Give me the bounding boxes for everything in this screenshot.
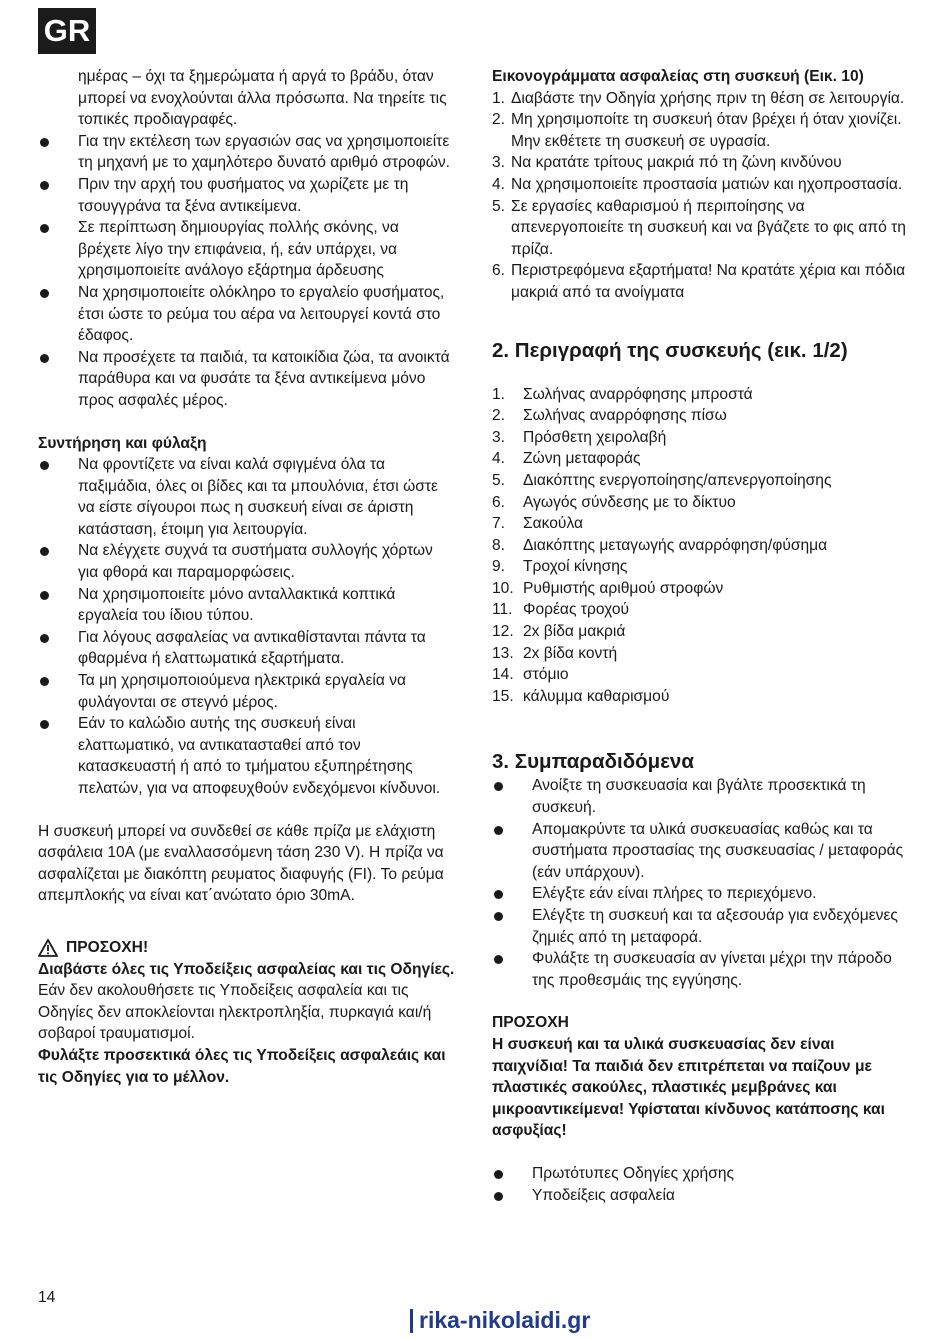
description-heading: 2. Περιγραφή της συσκευής (εικ. 1/2) [492,338,848,362]
list-item: 14. στόμιο [492,666,569,684]
left-column [38,66,456,1088]
page-number: 14 [38,1289,56,1306]
list-item: Απομακρύντε τα υλικά συσκευασίας καθώς και τα συστήματα προστασίας της συσκευασίας / μεταφοράς (εάν υπάρχουν). [492,819,912,884]
list-item: Για λόγους ασφαλείας να αντικαθίστανται πάντα τα φθαρμένα ή ελαττωματικά εξαρτήματα. [38,627,456,670]
caution-keep-text: Φυλάξτε προσεκτικά όλες τις Υποδείξεις ασφαλεάις και τις Οδηγίες για το μέλλον. [38,1046,446,1086]
bullet-icon [40,591,49,600]
list-item: 11. Φορέας τροχού [492,601,630,619]
bullet-icon [494,955,503,964]
bullet-icon [494,890,503,899]
bullet-icon [40,289,49,298]
list-item: Να ελέγχετε συχνά τα συστήματα συλλογής χόρτων για φθορά και παραμορφώσεις. [38,540,456,583]
list-item: Να χρησιμοποιείτε ολόκληρο το εργαλείο φυσήματος, έτσι ώστε το ρεύμα του αέρα να λειτουργεί κοντά στο έδαφος. [38,282,456,347]
warning-label: ΠΡΟΣΟΧΗ [492,1014,569,1032]
list-item: 7. Σακούλα [492,515,584,533]
list-item: 13. 2x βίδα κοντή [492,644,618,662]
bullet-icon [40,138,49,147]
caution-text: Εάν δεν ακολουθήσετε τις Υποδείξεις ασφαλεία και τις Οδηγίες δεν αποκλείονται ηλεκτροπληξία, πυρκαγιά και/ή σοβαροί τραυματισμοί. [38,982,432,1043]
bullet-icon [40,634,49,643]
list-item: Ελέγξτε τη συσκευή και τα αξεσουάρ για ενδεχόμενες ζημιές από τη μεταφορά. [492,905,912,948]
parts-list [492,384,912,708]
bullet-icon [494,826,503,835]
list-item: 10. Ρυθμιστής αριθμού στροφών [492,579,724,597]
warning-triangle-icon [38,939,58,957]
bullet-icon [40,720,49,729]
bullet-icon [494,1170,503,1179]
list-item: 5. Σε εργασίες καθαρισμού ή περιποίησης να απενεργοποιείτε τη συσκευή και να βγάζετε το φις από τη πρίζα. [492,197,906,258]
bullet-icon [494,912,503,921]
footer-brand-text: rika-nikolaidi.gr [419,1307,591,1334]
list-item: 4. Να χρησιμοποιείτε προστασία ματιών και ηχοπροστασία. [492,175,903,193]
list-item: 4. Ζώνη μεταφοράς [492,450,641,468]
list-item: 6. Περιστρεφόμενα εξαρτήματα! Να κρατάτε χέρια και πόδια μακριά από τα ανοίγματα [492,262,906,301]
delivery-bullet-list [492,775,912,991]
list-item: 9. Τροχοί κίνησης [492,558,628,576]
warning-text: Η συσκευή και τα υλικά συσκευασίας δεν είναι παιχνίδια! Τα παιδιά δεν επιτρέπεται να παίζουν με πλαστικές σακούλες, πλαστικές μεμβράνες και μικροαντικείμενα! Υφίσταται κίνδυνος κατάποσης και ασφυξίας! [492,1035,885,1140]
right-column [492,66,912,1206]
caution-bold-text: Διαβάστε όλες τις Υποδείξεις ασφαλείας και τις Οδηγίες. [38,960,455,978]
list-item: Τα μη χρησιμοποιούμενα ηλεκτρικά εργαλεία να φυλάγονται σε στεγνό μέρος. [38,670,456,713]
list-item: Φυλάξτε τη συσκευασία αν γίνεται μέχρι την πάροδο της προθεσμάις της εγγύησης. [492,948,912,991]
caution-label: ΠΡΟΣΟΧΗ! [66,938,149,956]
list-item: 5. Διακόπτης ενεργοποίησης/απενεργοποίησης [492,471,832,489]
bullet-icon [40,224,49,233]
caution-heading [38,937,456,959]
list-item: Ανοίξτε τη συσκευασία και βγάλτε προσεκτικά τη συσκευή. [492,775,912,818]
list-item: Πρωτότυπες Οδηγίες χρήσης [492,1163,912,1185]
maintenance-bullet-list [38,454,456,800]
bullet-icon [40,677,49,686]
list-item: 1. Σωλήνας αναρρόφησης μπροστά [492,385,753,403]
safety-bullet-list [38,131,456,412]
list-item: Να προσέχετε τα παιδιά, τα κατοικίδια ζώα, τα ανοικτά παράθυρα και να φυσάτε τα ξένα αντικείμενα μόνο προς ασφαλές μέρος. [38,347,456,412]
list-item: 6. Αγωγός σύνδεσης με το δίκτυο [492,493,736,511]
list-item: 1. Διαβάστε την Οδηγία χρήσης πριν τη θέση σε λειτουργία. [492,89,905,107]
list-item: Να φροντίζετε να είναι καλά σφιγμένα όλα τα παξιμάδια, όλες οι βίδες και τα μπουλόνια, έτσι ώστε να είστε σίγουροι πως η συσκευή είναι σε άριστη κατάσταση, έτοιμη για λειτουργία. [38,454,456,540]
intro-continuation: ημέρας – όχι τα ξημερώματα ή αργά το βράδυ, όταν μπορεί να ενοχλούνται άλλα πρόσωπα. Να τηρείτε τις τοπικές προδιαγραφές. [78,68,447,129]
language-badge: GR [38,8,96,54]
pictograms-heading: Εικονογράμματα ασφαλείας στη συσκευή (Εικ. 10) [492,68,864,85]
list-item: Πριν την αρχή του φυσήματος να χωρίζετε με τη τσουγγράνα τα ξένα αντικείμενα. [38,174,456,217]
list-item: Για την εκτέλεση των εργασιών σας να χρησιμοποιείτε τη μηχανή με το χαμηλότερο δυνατό αριθμό στροφών. [38,131,456,174]
bullet-icon [40,354,49,363]
list-item: Σε περίπτωση δημιουργίας πολλής σκόνης, να βρέχετε λίγο την επιφάνεια, ή, εάν υπάρχει, να χρησιμοποιείτε ανάλογο εξάρτημα άρδευσης [38,217,456,282]
bullet-icon [494,782,503,791]
documents-bullet-list [492,1163,912,1206]
list-item: 3. Πρόσθετη χειρολαβή [492,428,667,446]
list-item: 2. Μη χρησιμοποίτε τη συσκευή όταν βρέχει ή όταν χιονίζει. Μην εκθέτετε τη συσκευή σε υγρασία. [492,111,902,150]
pictograms-list [492,88,912,304]
bullet-icon [40,547,49,556]
list-item: 12. 2x βίδα μακριά [492,623,626,641]
bullet-icon [40,181,49,190]
bullet-icon [494,1192,503,1201]
list-item: 15. κάλυμμα καθαρισμού [492,687,670,705]
brand-bar-icon [410,1309,413,1333]
list-item: Να χρησιμοποιείτε μόνο ανταλλακτικά κοπτικά εργαλεία του ίδιου τύπου. [38,584,456,627]
footer-brand-logo [410,1306,590,1336]
bullet-icon [40,461,49,470]
list-item: 8. Διακόπτης μεταγωγής αναρρόφηση/φύσημα [492,536,828,554]
list-item: Εάν το καλώδιο αυτής της συσκευή είναι ελαττωματικό, να αντικατασταθεί από τον κατασκευαστή ή από το τμήματου εξυπηρέτησης πελατών, για να αποφευχθούν ενδεχόμενοι κίνδυνοι. [38,713,456,799]
list-item: Υποδείξεις ασφαλεία [492,1185,912,1207]
delivery-heading: 3. Συμπαραδιδόμενα [492,750,694,774]
list-item: Ελέγξτε εάν είναι πλήρες το περιεχόμενο. [492,883,912,905]
list-item: 3. Να κρατάτε τρίτους μακριά πό τη ζώνη κινδύνου [492,154,842,172]
power-paragraph: Η συσκευή μπορεί να συνδεθεί σε κάθε πρίζα με ελάχιστη ασφάλεια 10A (με εναλλασσόμενη τάση 230 V). Η πρίζα να ασφαλίζεται με διακόπτη ρευματος διαφυγής (FI). Το ρεύμα απεμπλοκής να είναι κατ΄ανώτατο όριο 30mA. [38,822,444,905]
list-item: 2. Σωλήνας αναρρόφησης πίσω [492,407,727,425]
maintenance-heading: Συντήρηση και φύλαξη [38,434,207,452]
